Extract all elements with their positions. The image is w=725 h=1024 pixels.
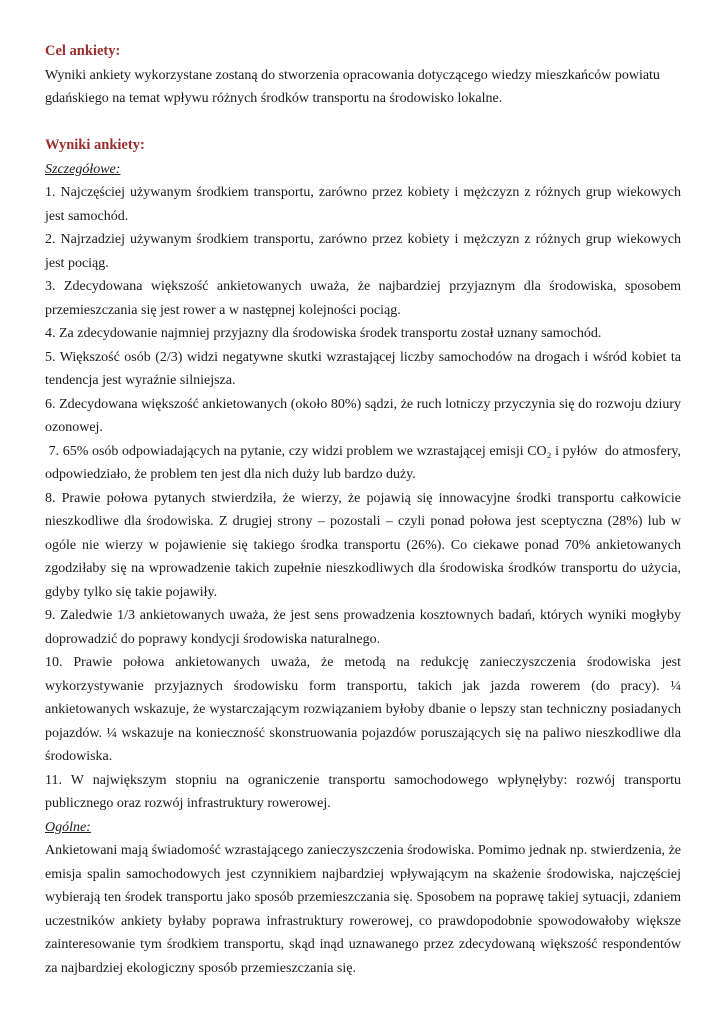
result-item-11: 11. W największym stopniu na ograniczenie transportu samochodowego wpłynęłyby: rozwój transportu publicznego oraz rozwój infrastruktury rowerowej. bbox=[45, 772, 681, 811]
general-subheading: Ogólne: bbox=[45, 819, 91, 835]
detailed-subheading: Szczegółowe: bbox=[45, 161, 121, 177]
result-item-3: 3. Zdecydowana większość ankietowanych uważa, że najbardziej przyjaznym dla środowiska, sposobem przemieszczania się jest rower a w następnej kolejności pociąg. bbox=[45, 279, 681, 318]
goal-heading: Cel ankiety: bbox=[45, 43, 121, 59]
result-item-6: 6. Zdecydowana większość ankietowanych (około 80%) sądzi, że ruch lotniczy przyczynia się do rozwoju dziury ozonowej. bbox=[45, 396, 681, 435]
section-spacer bbox=[45, 111, 681, 135]
result-item-8: 8. Prawie połowa pytanych stwierdziła, że wierzy, że pojawią się innowacyjne środki transportu całkowicie nieszkodliwe dla środowiska. Z drugiej strony – pozostali – czyli ponad połowa jest sceptyczna (28%) lub w ogóle nie wierzy w pojawienie się takiego środka transportu (26%). Co ciekawe ponad 70% ankietowanych zgodziłaby się na wprowadzenie takich zupełnie nieszkodliwych dla środowiska środków transportu do użycia, gdyby tylko się takie pojawiły. bbox=[45, 490, 681, 600]
general-text: Ankietowani mają świadomość wzrastającego zanieczyszczenia środowiska. Pomimo jednak np. stwierdzenia, że emisja spalin samochodowych jest czynnikiem najbardziej wpływającym na skażenie środowiska, najczęściej wybierają ten środek transportu jako sposób przemieszczania się. Sposobem na poprawę takiej sytuacji, zdaniem uczestników ankiety byłaby poprawa infrastruktury rowerowej, co prawdopodobnie spowodowałoby większe zainteresowanie tym środkiem transportu, skąd inąd uznawanego przez zdecydowaną większość respondentów za najbardziej ekologiczny sposób przemieszczania się. bbox=[45, 843, 681, 976]
result-item-10: 10. Prawie połowa ankietowanych uważa, że metodą na redukcję zanieczyszczenia środowiska jest wykorzystywanie przyjaznych środowisku form transportu, takich jak jazda rowerem (do pracy). ¼ ankietowanych wskazuje, że wystarczającym rozwiązaniem byłoby dbanie o lepszy stan techniczny posiadanych pojazdów. ¼ wskazuje na konieczność skonstruowania pojazdów poruszających się na paliwo nieszkodliwe dla środowiska. bbox=[45, 655, 681, 764]
result-item-5: 5. Większość osób (2/3) widzi negatywne skutki wzrastającej liczby samochodów na drogach i wśród kobiet ta tendencja jest wyraźnie silniejsza. bbox=[45, 349, 681, 388]
results-heading: Wyniki ankiety: bbox=[45, 137, 145, 153]
result-item-1: 1. Najczęściej używanym środkiem transportu, zarówno przez kobiety i mężczyzn z różnych grup wiekowych jest samochód. bbox=[45, 185, 681, 224]
result-item-9: 9. Zaledwie 1/3 ankietowanych uważa, że jest sens prowadzenia kosztownych badań, których wyniki mogłyby doprowadzić do poprawy kondycji środowiska naturalnego. bbox=[45, 608, 681, 647]
result-item-2: 2. Najrzadziej używanym środkiem transportu, zarówno przez kobiety i mężczyzn z różnych grup wiekowych jest pociąg. bbox=[45, 232, 681, 271]
result-item-7: 7. 65% osób odpowiadających na pytanie, czy widzi problem we wzrastającej emisji CO₂ i pyłów do atmosfery, odpowiedziało, że problem ten jest dla nich duży lub bardzo duży. bbox=[45, 443, 685, 482]
result-item-4: 4. Za zdecydowanie najmniej przyjazny dla środowiska środek transportu został uznany samochód. bbox=[45, 326, 602, 341]
goal-text: Wyniki ankiety wykorzystane zostaną do stworzenia opracowania dotyczącego wiedzy mieszkańców powiatu gdańskiego na temat wpływu różnych środków transportu na środowisko lokalne. bbox=[45, 67, 660, 106]
